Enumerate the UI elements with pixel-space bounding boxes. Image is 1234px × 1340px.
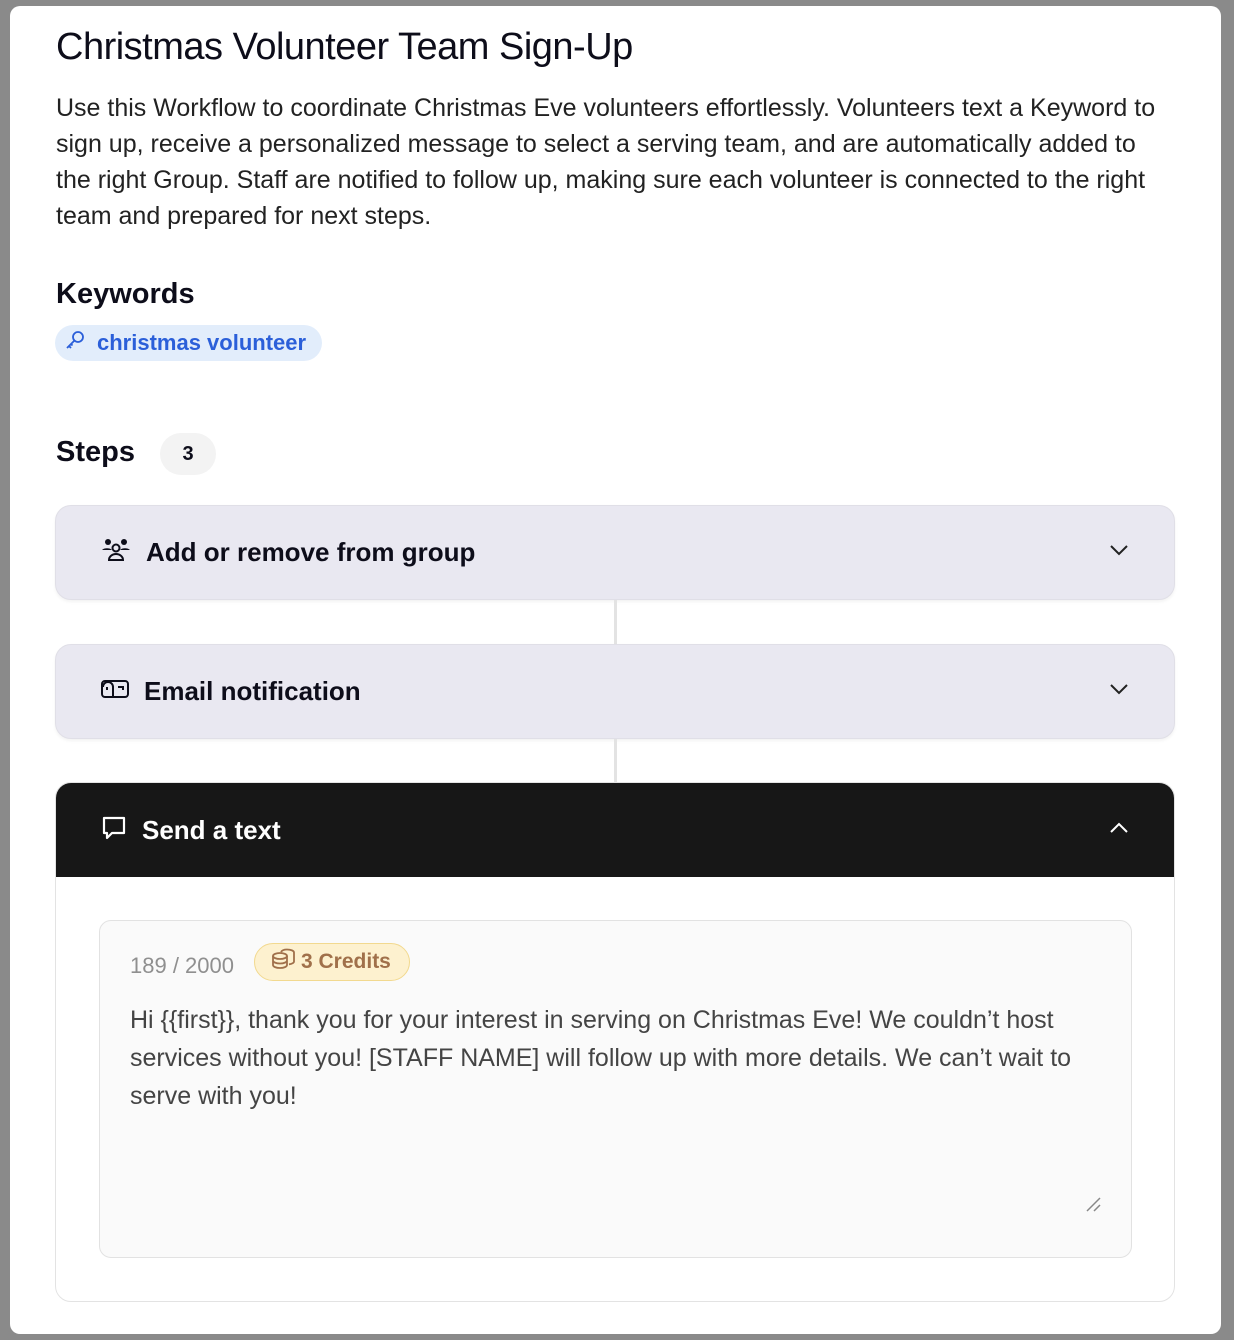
step-label: Send a text [142, 814, 281, 845]
chevron-up-icon[interactable] [1108, 821, 1130, 840]
resize-handle-icon[interactable] [1085, 1196, 1101, 1217]
mailbox-icon [100, 678, 130, 705]
step-email-notification[interactable] [55, 644, 1175, 739]
steps-heading: Steps [56, 436, 135, 468]
chevron-down-icon[interactable] [1108, 543, 1130, 562]
character-counter: 189 / 2000 [130, 953, 234, 978]
workflow-modal [10, 6, 1221, 1334]
step-send-text-header[interactable] [56, 783, 1174, 877]
workflow-description: Use this Workflow to coordinate Christmas Eve volunteers effortlessly. Volunteers text a Keyword to sign up, receive a personalized message to select a serving team, and are automatically added to the right Group. Staff are notified to follow up, making sure each volunteer is connected to the right team and prepared for next steps. [56, 94, 1156, 230]
chevron-down-icon[interactable] [1108, 682, 1130, 701]
coins-icon [271, 948, 295, 976]
message-text: Hi {{first}}, thank you for your interest in serving on Christmas Eve! We couldn’t host services without you! [STAFF NAME] will follow up with more details. We can’t wait to serve with you! [130, 1006, 1072, 1110]
step-send-text [55, 782, 1175, 1302]
step-label: Add or remove from group [146, 537, 476, 567]
group-icon [100, 536, 132, 569]
step-connector [614, 600, 617, 644]
message-textarea[interactable] [99, 920, 1132, 1258]
keyword-label: christmas volunteer [97, 330, 307, 355]
credits-badge [254, 943, 410, 981]
step-add-remove-group[interactable] [55, 505, 1175, 600]
key-icon [63, 328, 87, 358]
chat-bubble-icon [100, 814, 128, 847]
steps-count-badge: 3 [160, 433, 216, 475]
credits-label: 3 Credits [301, 950, 391, 973]
keyword-chip[interactable] [55, 325, 322, 361]
step-label: Email notification [144, 676, 361, 706]
step-connector [614, 739, 617, 783]
page-title: Christmas Volunteer Team Sign-Up [56, 26, 633, 68]
keywords-heading: Keywords [56, 278, 195, 310]
